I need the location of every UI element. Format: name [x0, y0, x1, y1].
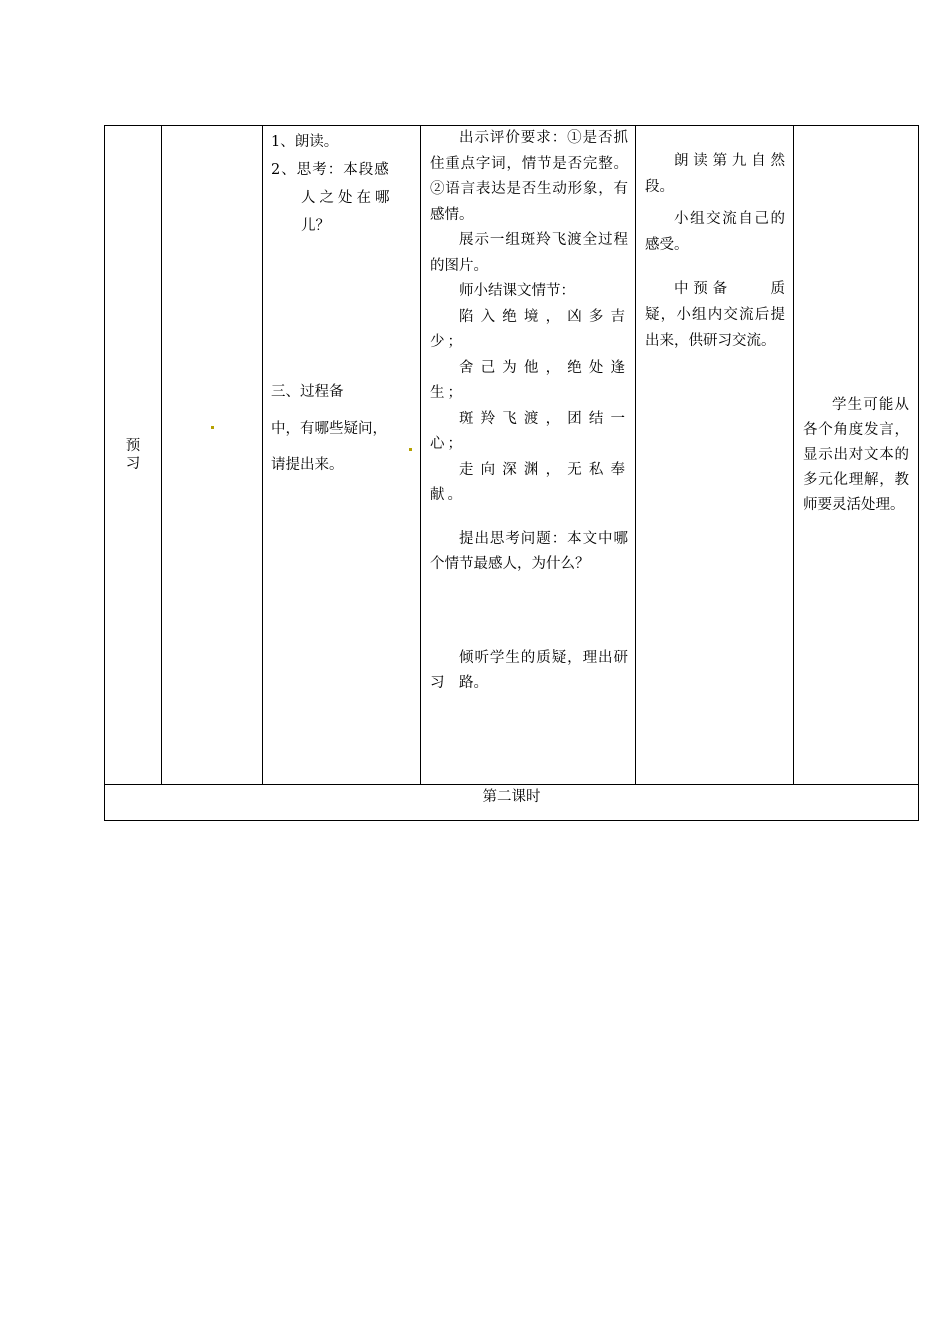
session-footer: 第二课时 — [105, 785, 919, 821]
teacher-para: 陷入绝境，凶多吉少； — [430, 308, 628, 350]
design-note-cell — [794, 126, 919, 785]
task-2: 2、思考：本段感 — [271, 162, 390, 178]
lesson-plan-table — [104, 125, 919, 821]
spacer — [271, 240, 414, 372]
student-para: 中预备 质疑，小组内交流后提出来，供研习交流。 — [645, 281, 785, 349]
stage-label: 预习 — [125, 438, 141, 472]
table-row — [105, 785, 919, 821]
task-1: 1、朗读。 — [271, 134, 339, 150]
spacer — [430, 578, 628, 646]
task-3-cont: 中，有哪些疑问， — [271, 421, 387, 437]
task-3: 三、过程备 — [271, 384, 344, 400]
scan-dot — [409, 448, 412, 451]
teacher-para: 出示评价要求：①是否抓住重点字词，情节是否完整。②语言表达是否生动形象，有感情。 — [430, 130, 628, 223]
task-2-end: 儿？ — [301, 218, 330, 234]
task-3-end: 请提出来。 — [271, 457, 344, 473]
teacher-para: 倾听学生的质疑，理出研习 路。 — [430, 649, 628, 691]
student-para: 朗读第九自然段。 — [645, 153, 785, 195]
note-para: 学生可能从各个角度发言，显示出对文本的多元化理解，教师要灵活处理。 — [803, 396, 909, 513]
stage-cell — [105, 126, 162, 785]
teacher-para: 斑羚飞渡，团结一心； — [430, 410, 628, 452]
teacher-para: 走向深渊，无私奉献。 — [430, 461, 628, 503]
teacher-para: 师小结课文情节： — [459, 283, 575, 299]
table-row — [105, 126, 919, 785]
blank-cell — [162, 126, 263, 785]
scan-dot — [211, 426, 214, 429]
teacher-para: 舍己为他，绝处逢生； — [430, 359, 628, 401]
student-para: 小组交流自己的感受。 — [645, 211, 785, 253]
student-activity-cell — [636, 126, 794, 785]
spacer — [430, 509, 628, 527]
task-cell — [263, 126, 421, 785]
teacher-para: 展示一组斑羚飞渡全过程的图片。 — [430, 232, 628, 274]
teacher-para: 提出思考问题：本文中哪个情节最感人，为什么？ — [430, 530, 628, 572]
task-2-cont: 人之处在哪 — [301, 190, 394, 206]
teacher-activity-cell — [421, 126, 636, 785]
